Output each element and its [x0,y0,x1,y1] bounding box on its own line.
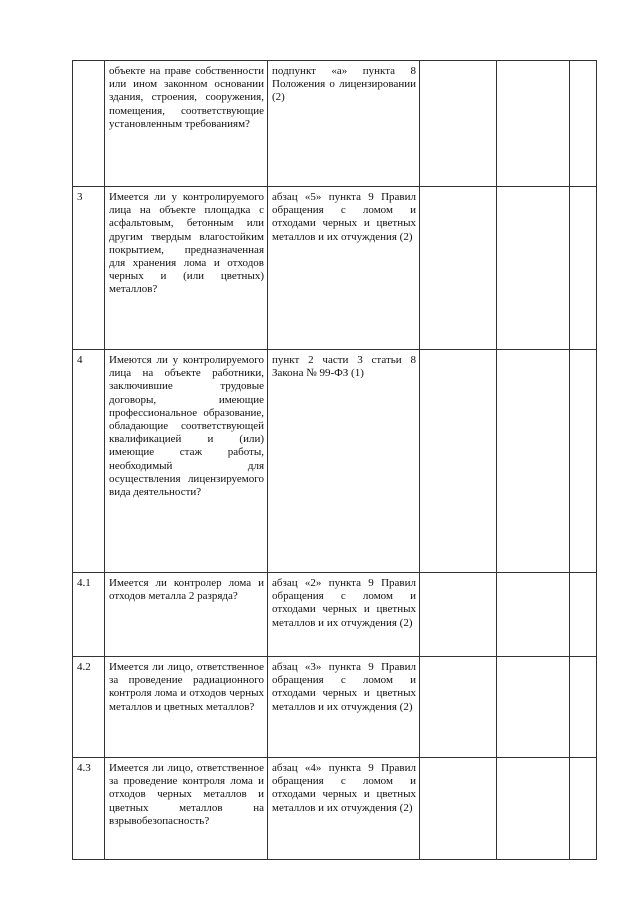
question-text: Имеется ли лицо, ответственное за проведение радиационного контроля лома и отходов черных металлов и цветных металлов? [109,661,264,713]
answer-cell [497,61,570,187]
table-row [73,187,597,350]
answer-cell [497,758,570,860]
reference-cell [268,350,420,573]
answer-cell [497,350,570,573]
reference-text: пункт 2 части 3 статьи 8 Закона № 99-ФЗ (1) [272,354,416,380]
reference-cell [268,187,420,350]
row-number: 4 [73,350,105,573]
notes-cell [570,657,597,758]
table-row [73,657,597,758]
question-cell [105,657,268,758]
question-cell [105,758,268,860]
question-cell [105,61,268,187]
reference-text: абзац «3» пункта 9 Правил обращения с ломом и отходами черных и цветных металлов и их отчуждения (2) [272,661,416,713]
reference-text: абзац «4» пункта 9 Правил обращения с ломом и отходами черных и цветных металлов и их отчуждения (2) [272,762,416,814]
row-number: 4.2 [73,657,105,758]
answer-cell [497,187,570,350]
question-cell [105,350,268,573]
question-text: Имеется ли лицо, ответственное за проведение контроля лома и отходов черных металлов и цветных металлов на взрывобезопасность? [109,762,264,827]
reference-cell [268,61,420,187]
question-cell [105,187,268,350]
reference-text: подпункт «а» пункта 8 Положения о лицензировании (2) [272,65,416,104]
question-text: объекте на праве собственности или ином законном основании здания, строения, сооружения, помещения, соответствующие установленным требованиям? [109,65,264,130]
row-number: 3 [73,187,105,350]
table-row [73,350,597,573]
question-text: Имеется ли контролер лома и отходов металла 2 разряда? [109,577,264,603]
question-text: Имеются ли у контролируемого лица на объекте работники, заключившие трудовые договоры, имеющие профессиональное образование, обладающие соответствующей квалификацией и (или) имеющие стаж работы, необходимый для осуществления лицензируемого вида деятельности? [109,354,264,499]
table-row [73,61,597,187]
notes-cell [570,61,597,187]
checklist-table [72,60,597,860]
table-row [73,758,597,860]
reference-text: абзац «5» пункта 9 Правил обращения с ломом и отходами черных и цветных металлов и их отчуждения (2) [272,191,416,243]
answer-cell [497,573,570,657]
table-row [73,573,597,657]
question-text: Имеется ли у контролируемого лица на объекте площадка с асфальтовым, бетонным или другим твердым влагостойким покрытием, предназначенная для хранения лома и отходов черных и (или цветных) металлов? [109,191,264,296]
notes-cell [570,187,597,350]
notes-cell [570,758,597,860]
answer-cell [420,187,497,350]
notes-cell [570,573,597,657]
row-number: 4.1 [73,573,105,657]
answer-cell [420,61,497,187]
question-cell [105,573,268,657]
answer-cell [420,758,497,860]
answer-cell [420,350,497,573]
row-number: 4.3 [73,758,105,860]
answer-cell [420,657,497,758]
answer-cell [497,657,570,758]
reference-cell [268,657,420,758]
reference-cell [268,758,420,860]
answer-cell [420,573,497,657]
reference-text: абзац «2» пункта 9 Правил обращения с ломом и отходами черных и цветных металлов и их отчуждения (2) [272,577,416,629]
notes-cell [570,350,597,573]
reference-cell [268,573,420,657]
row-number [73,61,105,187]
